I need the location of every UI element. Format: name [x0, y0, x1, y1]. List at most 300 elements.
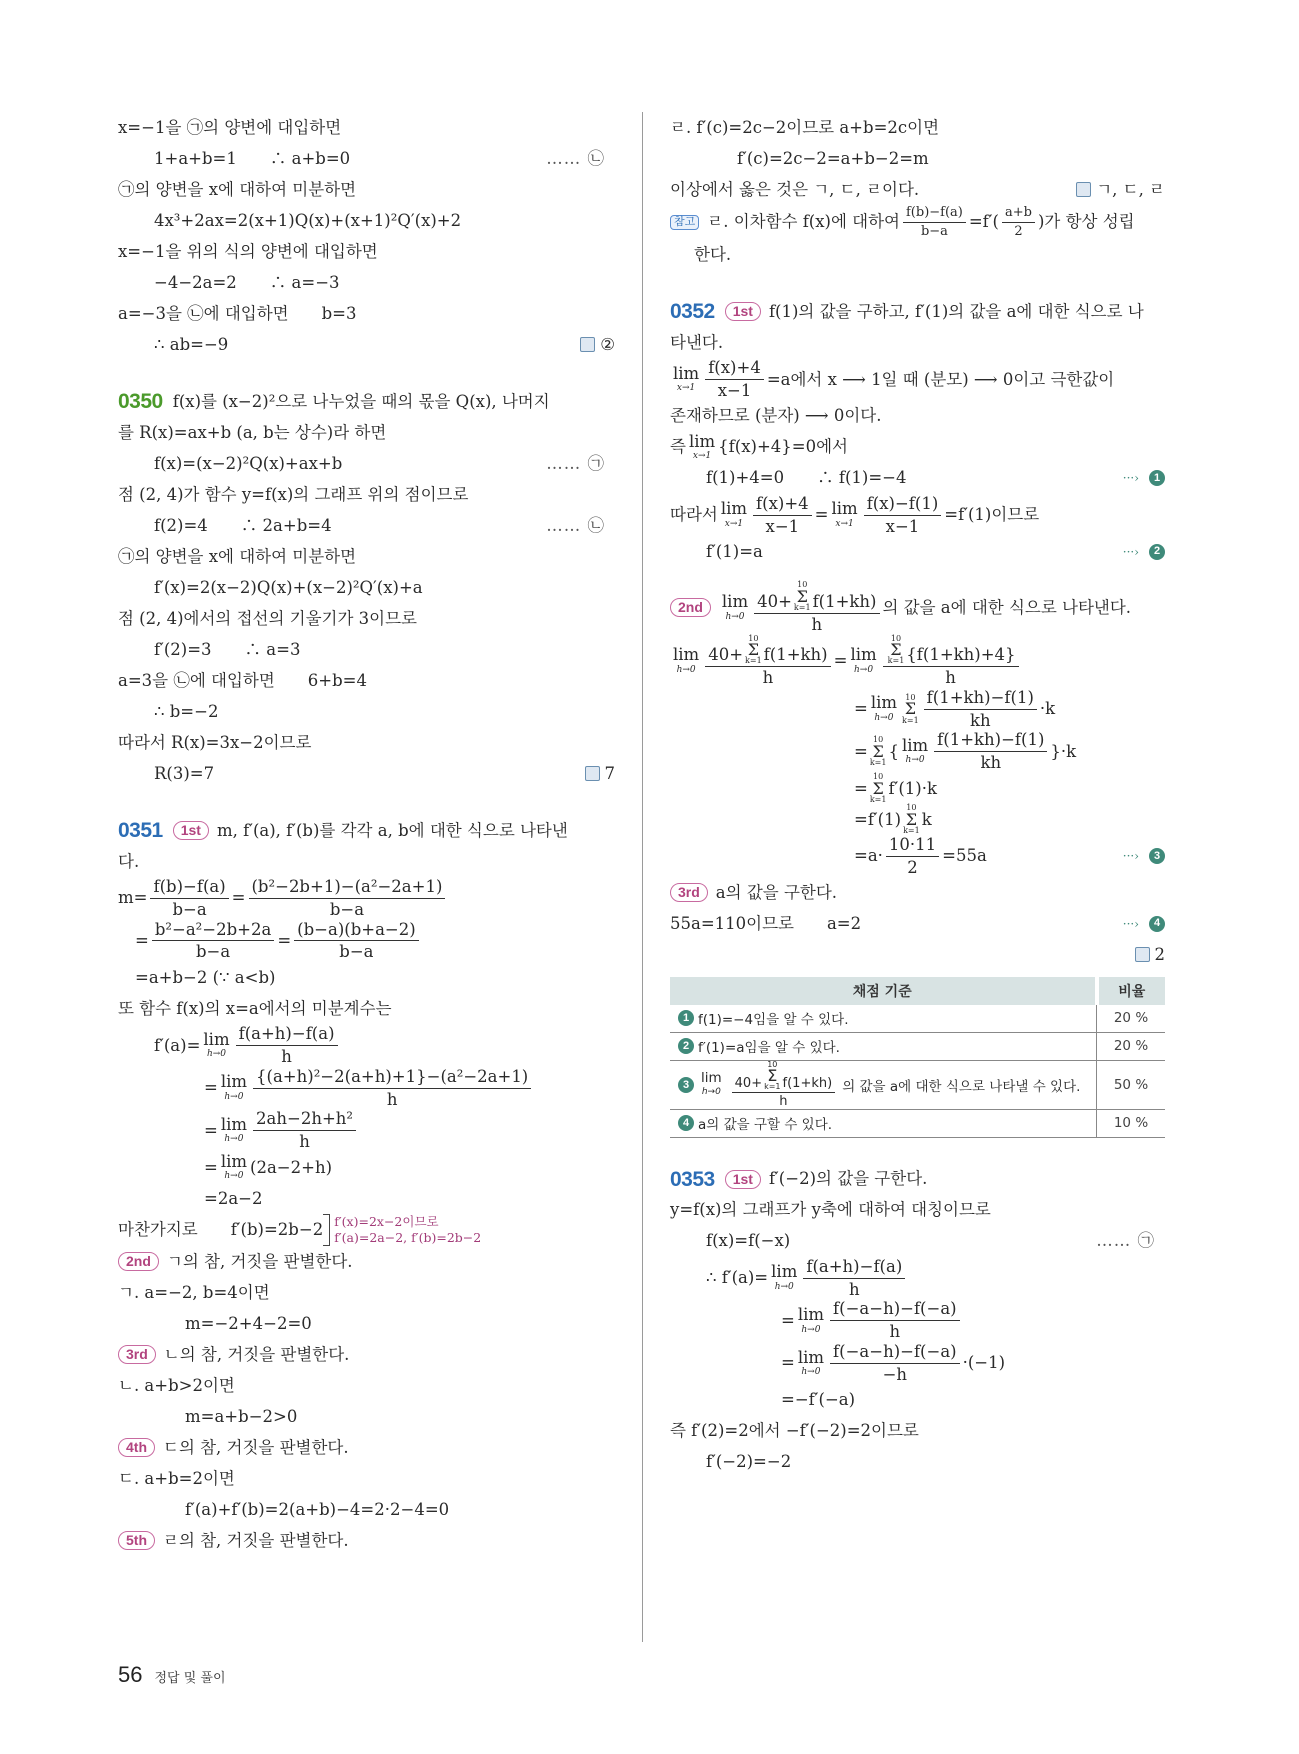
limit-subscript: h→0 — [676, 664, 696, 675]
limit-subscript: h→0 — [224, 1134, 244, 1145]
sum-upper: 10 — [767, 1059, 778, 1069]
limit-subscript: h→0 — [224, 1171, 244, 1182]
math-text: 존재하므로 (분자) ⟶ 0이다. — [670, 406, 882, 426]
sigma-symbol: Σ — [796, 586, 808, 606]
fraction-denominator — [336, 941, 376, 962]
text-line — [118, 789, 615, 815]
math-text: { — [888, 741, 899, 761]
math-text: (b²−2b+1)−(a²−2a+1) — [251, 877, 443, 896]
math-text: x=−1을 ㉠의 양변에 대입하면 — [118, 117, 342, 137]
text-line — [670, 878, 1165, 909]
math-text: 따라서 R(x)=3x−2이므로 — [118, 732, 312, 752]
scoring-table — [670, 977, 1165, 1138]
side-note-line: f′(x)=2x−2이므로 — [334, 1213, 439, 1229]
summation — [870, 736, 887, 766]
fraction-denominator — [883, 516, 923, 537]
math-text: (b−a)(b+a−2) — [297, 919, 416, 939]
step-tag: 2nd — [670, 598, 711, 617]
fraction — [753, 494, 812, 537]
fraction-denominator — [763, 516, 803, 537]
step-number-icon: 4 — [678, 1115, 694, 1131]
fraction — [830, 1342, 960, 1385]
limit — [901, 735, 929, 766]
math-text: f(2)=4 ∴ 2a+b=4 — [154, 515, 332, 535]
text-line — [118, 1067, 615, 1110]
footer-label: 정답 및 풀이 — [154, 1671, 226, 1686]
step-number-icon: 2 — [678, 1038, 694, 1054]
sum-upper: 10 — [890, 633, 902, 643]
fraction — [803, 1257, 905, 1300]
line-content — [670, 118, 1165, 138]
fraction-numerator — [152, 920, 275, 942]
limit-operator: lim — [720, 499, 748, 519]
math-text: 40+ — [734, 1075, 763, 1091]
fraction-numerator — [705, 358, 764, 380]
fraction — [253, 1109, 356, 1152]
line-content — [670, 333, 1165, 353]
limit — [797, 1347, 825, 1378]
text-line — [118, 1339, 615, 1370]
fraction-numerator — [886, 835, 939, 857]
scoring-ratio: 20 % — [1097, 1032, 1166, 1060]
limit-subscript: h→0 — [801, 1367, 821, 1378]
math-text: a=−3을 ㉡에 대입하면 b=3 — [118, 303, 357, 323]
text-line — [118, 510, 615, 541]
text-line — [670, 1226, 1165, 1257]
equation-marker: …… ㉡ — [546, 148, 605, 168]
limit-operator: lim — [220, 1151, 248, 1171]
math-text: 4x³+2ax=2(x+1)Q(x)+(x+1)²Q′(x)+2 — [154, 210, 462, 230]
line-content — [118, 1345, 615, 1365]
side-note-line: f′(a)=2a−2, f′(b)=2b−2 — [334, 1230, 482, 1246]
line-content — [204, 1151, 615, 1182]
math-text: =f′(1) — [854, 809, 902, 829]
math-text: = — [204, 1157, 218, 1177]
step-tag: 1st — [173, 821, 209, 840]
math-text: ㄴ. a+b>2이면 — [118, 1376, 235, 1396]
math-text: = — [781, 1310, 795, 1330]
math-text: = — [854, 741, 868, 761]
summation — [745, 635, 762, 665]
line-annotation — [546, 149, 615, 169]
line-content — [670, 1421, 1165, 1441]
sum-lower: k=1 — [903, 826, 920, 835]
text-line — [670, 494, 1165, 537]
text-line — [670, 1257, 1165, 1300]
text-line — [670, 143, 1165, 174]
text-line — [670, 358, 1165, 401]
criteria-content — [678, 1061, 1088, 1109]
line-content — [185, 1314, 615, 1334]
scoring-ratio: 20 % — [1097, 1005, 1166, 1033]
math-text: b−a — [172, 899, 207, 919]
line-content — [670, 635, 1165, 688]
text-line — [118, 479, 615, 510]
side-note — [323, 1214, 481, 1247]
side-note-text — [334, 1214, 481, 1247]
math-text: ∴ f′(a)= — [706, 1268, 769, 1288]
line-content — [706, 1257, 1165, 1300]
math-text: h — [281, 1046, 292, 1066]
right-column-top — [670, 112, 1165, 971]
line-content — [670, 299, 1165, 324]
equation-marker: …… ㉡ — [546, 515, 605, 535]
line-content — [670, 581, 1165, 634]
math-text: = — [854, 778, 868, 798]
fraction-denominator — [846, 1279, 863, 1300]
limit — [722, 594, 748, 622]
math-text: 마찬가지로 f′(b)=2b−2 — [118, 1220, 324, 1240]
text-line — [670, 1385, 1165, 1416]
text-line — [118, 665, 615, 696]
limit-subscript: h→0 — [701, 1086, 721, 1097]
text-line — [670, 432, 1165, 463]
column-divider — [642, 112, 643, 1642]
math-text: f(1+kh)−f(1) — [937, 730, 1045, 750]
limit-subscript: h→0 — [905, 755, 925, 766]
math-text: f(x)−f(1) — [866, 493, 939, 513]
limit-operator: lim — [673, 645, 700, 665]
line-annotation — [1076, 180, 1165, 200]
limit-subscript: h→0 — [774, 1281, 794, 1292]
text-line — [670, 730, 1165, 773]
math-text: ㄹ의 참, 거짓을 판별한다. — [163, 1531, 349, 1551]
text-line — [118, 236, 615, 267]
limit-operator: lim — [688, 431, 716, 451]
text-line — [118, 298, 615, 329]
scoring-row — [670, 1060, 1165, 1109]
sum-lower: k=1 — [869, 795, 887, 804]
fraction-numerator — [1002, 205, 1035, 223]
math-text: h — [779, 1093, 788, 1109]
math-text: 즉 — [670, 437, 686, 457]
math-text: 1+a+b=1 ∴ a+b=0 — [154, 148, 351, 168]
fraction — [924, 688, 1037, 731]
limit — [220, 1151, 248, 1182]
math-text: 따라서 — [670, 505, 718, 525]
fraction-numerator — [294, 920, 419, 942]
math-text: f(1+kh) — [812, 591, 877, 611]
text-line — [670, 804, 1165, 835]
math-text: = — [814, 505, 829, 525]
text-line — [670, 270, 1165, 296]
math-text: ㄱ의 참, 거짓을 판별한다. — [166, 1252, 353, 1272]
fraction — [705, 358, 764, 401]
line-content — [670, 358, 1165, 401]
limit-operator: lim — [901, 735, 929, 755]
math-text: b−a — [920, 223, 948, 239]
left-column — [118, 112, 615, 1556]
text-line — [118, 1308, 615, 1339]
text-line — [670, 1342, 1165, 1385]
problem-number: 0352 — [670, 300, 715, 324]
fraction — [864, 494, 942, 537]
text-line — [670, 1299, 1165, 1342]
math-text: kh — [969, 710, 991, 730]
math-text: )가 항상 성립 — [1037, 212, 1135, 232]
math-text: b−a — [195, 942, 231, 962]
fraction-numerator — [883, 635, 1019, 667]
sigma-symbol: Σ — [872, 778, 884, 798]
fraction-denominator — [296, 1131, 313, 1152]
summation — [870, 773, 887, 803]
text-line — [118, 815, 615, 846]
step-number-icon: 3 — [678, 1077, 694, 1093]
line-content — [854, 835, 1123, 878]
limit — [221, 1074, 247, 1102]
scoring-criteria — [670, 1109, 1097, 1137]
text-line — [118, 572, 615, 603]
line-content — [204, 1189, 615, 1209]
answer — [1076, 180, 1165, 200]
limit — [203, 1029, 230, 1060]
scoring-row — [670, 1005, 1165, 1033]
fraction-numerator — [253, 1067, 531, 1089]
text-line — [118, 1494, 615, 1525]
math-text: ㄱ. a=−2, b=4이면 — [118, 1283, 270, 1303]
math-text: x−1 — [765, 516, 800, 536]
text-line — [118, 1432, 615, 1463]
line-content — [118, 547, 615, 567]
limit-operator: lim — [797, 1305, 825, 1325]
line-content — [781, 1299, 1165, 1342]
fraction-denominator — [278, 1046, 295, 1067]
math-text: f(−a−h)−f(−a) — [833, 1299, 957, 1319]
math-text: =−f′(−a) — [781, 1390, 856, 1410]
text-line — [670, 112, 1165, 143]
text-line — [118, 962, 615, 993]
text-line — [118, 1370, 615, 1401]
page-footer — [118, 1662, 226, 1688]
summation — [794, 581, 811, 611]
text-line — [670, 1164, 1165, 1195]
fraction-denominator — [918, 223, 951, 240]
math-text: a의 값을 구할 수 있다. — [698, 1117, 833, 1134]
fraction-denominator — [169, 899, 209, 920]
math-text: ㉠의 양변을 x에 대하여 미분하면 — [118, 546, 357, 566]
math-text: kh — [980, 753, 1002, 773]
math-text: h — [386, 1089, 398, 1109]
fraction-denominator — [715, 380, 755, 401]
limit-subscript: h→0 — [874, 712, 894, 723]
fraction — [883, 635, 1019, 688]
text-line — [670, 940, 1165, 971]
line-content — [154, 335, 580, 355]
limit-operator: lim — [831, 499, 858, 519]
math-text: ㄷ의 참, 거짓을 판별한다. — [163, 1438, 349, 1458]
math-text: 다. — [118, 851, 140, 871]
math-text: 점 (2, 4)가 함수 y=f(x)의 그래프 위의 점이므로 — [118, 484, 469, 504]
math-text: f(1+kh)−f(1) — [926, 687, 1034, 707]
limit-operator: lim — [870, 693, 898, 713]
fraction — [934, 730, 1047, 773]
step-number-icon: 4 — [1149, 916, 1165, 932]
line-content — [670, 883, 1165, 903]
text-line — [118, 1109, 615, 1152]
math-text: =55a — [942, 846, 987, 866]
math-text: h — [762, 667, 774, 687]
text-line — [118, 1463, 615, 1494]
line-content — [670, 205, 1165, 239]
answer-icon — [1135, 947, 1150, 962]
fraction-denominator — [808, 614, 825, 635]
summation — [888, 635, 905, 665]
answer-value: ㄱ, ㄷ, ㄹ — [1096, 179, 1165, 199]
summation — [902, 694, 919, 724]
text-line — [118, 267, 615, 298]
line-content — [154, 1024, 615, 1067]
fraction-denominator — [1011, 223, 1025, 240]
line-annotation — [1123, 916, 1165, 932]
fraction-numerator — [253, 1109, 356, 1131]
math-text: 10·11 — [888, 834, 937, 854]
scoring-ratio: 10 % — [1097, 1109, 1166, 1137]
line-content — [118, 1438, 615, 1458]
math-text: = — [833, 651, 848, 671]
text-line — [118, 329, 615, 360]
text-line — [670, 688, 1165, 731]
sum-upper: 10 — [906, 803, 917, 813]
line-annotation — [1123, 848, 1165, 864]
math-text: 즉 f′(2)=2에서 −f′(−2)=2이므로 — [670, 1421, 919, 1441]
line-content — [670, 406, 1165, 426]
math-text: 의 값을 a에 대한 식으로 나타낼 수 있다. — [842, 1078, 1081, 1095]
text-line — [670, 581, 1165, 634]
line-content — [118, 180, 615, 200]
line-content — [118, 304, 615, 324]
line-content — [854, 730, 1165, 773]
text-line — [670, 909, 1165, 940]
text-line — [670, 1195, 1165, 1226]
text-line — [118, 1024, 615, 1067]
text-line — [670, 773, 1165, 804]
math-text: f(x)를 (x−2)²으로 나누었을 때의 몫을 Q(x), 나머지 — [172, 391, 550, 411]
math-text: f′(a)= — [154, 1035, 201, 1055]
math-text: =f′( — [968, 212, 999, 232]
line-content — [118, 1214, 615, 1247]
math-text: x=−1을 위의 식의 양변에 대입하면 — [118, 241, 378, 261]
fraction — [253, 1067, 531, 1110]
math-text: ㄹ. f′(c)=2c−2이므로 a+b=2c이면 — [670, 117, 940, 137]
math-text: 40+ — [708, 645, 744, 665]
text-line — [118, 1152, 615, 1183]
text-line — [118, 634, 615, 665]
limit-subscript: x→1 — [835, 518, 854, 529]
limit — [850, 647, 876, 675]
answer-icon — [1076, 182, 1091, 197]
math-text: f′(−2)의 값을 구한다. — [768, 1169, 928, 1189]
math-text: a의 값을 구한다. — [715, 883, 838, 903]
sum-upper: 10 — [905, 692, 916, 702]
arrow-icon: ···› — [1122, 544, 1139, 559]
text-line — [118, 205, 615, 236]
answer — [580, 335, 615, 355]
math-text: f′(1)·k — [888, 778, 937, 798]
sigma-symbol: Σ — [904, 699, 916, 719]
fraction — [886, 835, 939, 878]
text-line — [118, 603, 615, 634]
text-line — [670, 401, 1165, 432]
fraction — [830, 1299, 960, 1342]
reference-badge: 참고 — [670, 215, 699, 230]
limit-subscript: h→0 — [801, 1324, 821, 1335]
limit-operator: lim — [203, 1029, 230, 1049]
math-text: ㄹ. 이차함수 f(x)에 대하여 — [707, 212, 900, 232]
math-text: 의 값을 a에 대한 식으로 나타낸다. — [882, 598, 1132, 618]
line-content — [118, 1376, 615, 1396]
limit-subscript: h→0 — [725, 611, 745, 622]
sum-lower: k=1 — [745, 656, 762, 666]
line-content — [118, 609, 615, 629]
fraction-denominator — [942, 667, 959, 688]
text-line — [670, 239, 1165, 270]
line-content — [154, 149, 546, 169]
line-content — [118, 1531, 615, 1551]
text-line — [670, 174, 1165, 205]
text-line — [118, 174, 615, 205]
answer-value: ② — [600, 334, 615, 354]
line-annotation — [546, 516, 615, 536]
text-line — [118, 1183, 615, 1214]
sum-upper: 10 — [873, 772, 884, 782]
math-text: ∴ ab=−9 — [154, 334, 229, 354]
line-content — [118, 877, 615, 920]
math-text: −h — [882, 1364, 908, 1384]
math-text: f′(c)=2c−2=a+b−2=m — [737, 148, 929, 168]
line-content — [694, 245, 1165, 265]
math-text: f′(x)=2(x−2)Q(x)+(x−2)²Q′(x)+a — [154, 577, 423, 597]
text-line — [118, 1525, 615, 1556]
text-line — [118, 1401, 615, 1432]
right-column-bottom — [670, 1150, 1165, 1478]
step-tag: 3rd — [118, 1345, 156, 1364]
line-content — [154, 764, 585, 784]
step-tag: 5th — [118, 1531, 155, 1550]
scoring-criteria — [670, 1032, 1097, 1060]
math-text: f(x)=f(−x) — [706, 1231, 791, 1251]
limit — [831, 501, 857, 529]
line-content — [204, 1067, 615, 1110]
math-text: ㄷ. a+b=2이면 — [118, 1469, 235, 1489]
line-content — [670, 431, 1165, 462]
limit-operator: lim — [220, 1072, 248, 1092]
line-content — [670, 914, 1123, 934]
math-text: 2ah−2h+h² — [256, 1109, 354, 1129]
math-text: = — [204, 1078, 218, 1098]
math-text: =2a−2 — [204, 1188, 263, 1208]
text-line — [118, 696, 615, 727]
limit — [721, 501, 747, 529]
line-content — [118, 118, 615, 138]
math-text: f(x)+4 — [756, 493, 809, 513]
answer-icon — [585, 766, 600, 781]
scoring-row — [670, 1109, 1165, 1137]
sigma-symbol: Σ — [905, 809, 918, 829]
math-text: h — [299, 1132, 310, 1152]
line-annotation — [546, 454, 615, 474]
math-text: =a· — [854, 846, 883, 866]
sum-lower: k=1 — [793, 603, 811, 613]
criteria-content — [678, 1036, 1088, 1056]
line-content — [118, 485, 615, 505]
line-content — [118, 671, 615, 691]
fraction-denominator — [904, 857, 921, 878]
math-text: 이상에서 옳은 것은 ㄱ, ㄷ, ㄹ이다. — [670, 179, 920, 199]
criteria-content — [678, 1113, 1088, 1133]
fraction-denominator — [384, 1089, 401, 1110]
step-tag: 4th — [118, 1438, 155, 1457]
fraction-numerator — [864, 494, 942, 516]
